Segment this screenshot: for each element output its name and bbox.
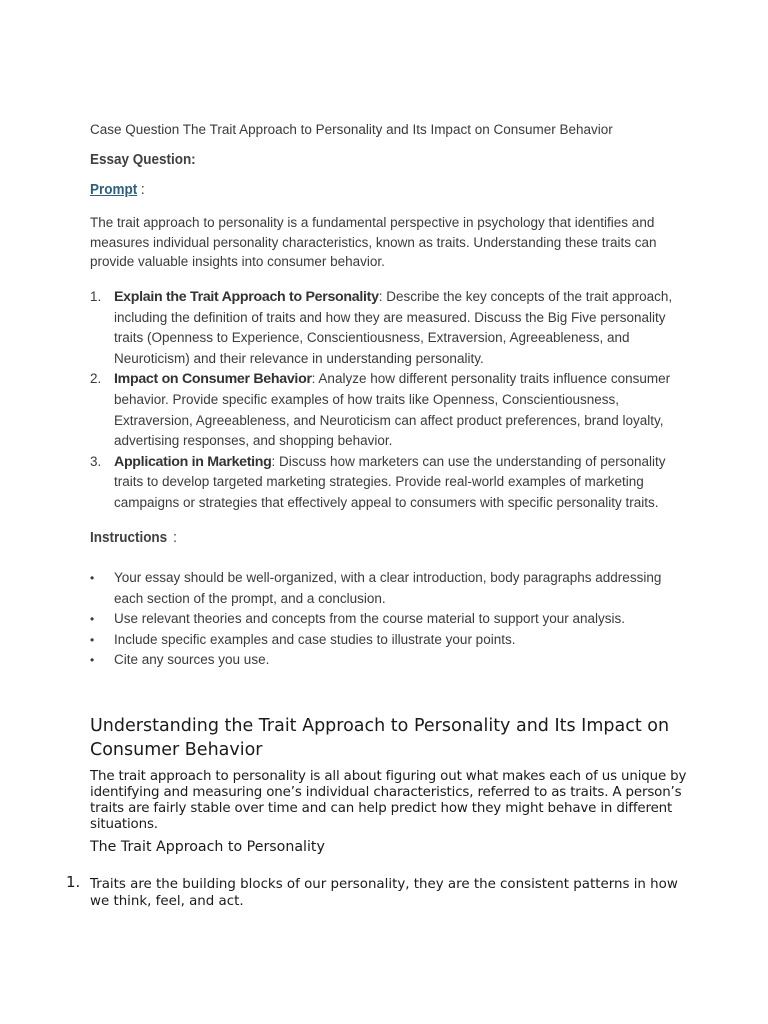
bullet-icon: • xyxy=(90,653,95,668)
prompt-item-text: : Describe the key concepts of the trait approach, including the definition of traits and how they are measured. Discuss the Big Five personality traits (Openness to Experience, Conscientiousness, Extraversion, Agreeableness, and Neuroticism) and their relevance in understanding personality. xyxy=(114,289,673,366)
list-number: 1. xyxy=(66,873,81,891)
instructions-colon: : xyxy=(172,530,178,546)
list-number: 3. xyxy=(90,453,102,469)
instruction-text: Your essay should be well-organized, with a clear introduction, body paragraphs addressing each section of the prompt, and a conclusion. xyxy=(114,570,662,606)
bullet-icon: • xyxy=(90,571,95,585)
list-item xyxy=(90,630,684,651)
list-number: 2. xyxy=(90,371,102,387)
instruction-text: Cite any sources you use. xyxy=(114,652,270,668)
instruction-text: Include specific examples and case studies to illustrate your points. xyxy=(114,631,516,647)
intro-paragraph: The trait approach to personality is a fundamental perspective in psychology that identifies and measures individual personality characteristics, known as traits. Understanding these traits can provide valuable insights into consumer behavior. xyxy=(90,215,657,270)
answer-heading: Understanding the Trait Approach to Personality and Its Impact on Consumer Behavior xyxy=(90,716,670,760)
prompt-list-item xyxy=(90,452,684,514)
answer-paragraph: The trait approach to personality is all about figuring out what makes each of us unique by identifying and measuring one’s individual characteristics, referred to as traits. A person’s traits are fairly stable over time and can help predict how they might behave in different situations. xyxy=(90,769,687,832)
instructions-label: Instructions xyxy=(90,530,168,546)
prompt-link[interactable]: Prompt xyxy=(90,182,138,198)
list-item xyxy=(90,650,684,671)
answer-subheading: The Trait Approach to Personality xyxy=(90,839,325,855)
list-item xyxy=(90,568,684,609)
answer-list-item xyxy=(66,873,690,910)
answer-list xyxy=(66,873,690,910)
prompt-list xyxy=(90,287,684,514)
list-number: 1. xyxy=(90,289,102,304)
instruction-text: Use relevant theories and concepts from the course material to support your analysis. xyxy=(114,611,626,627)
prompt-item-title: Explain the Trait Approach to Personality xyxy=(114,289,379,305)
essay-question-heading: Essay Question: xyxy=(90,152,196,168)
answer-item-text: Traits are the building blocks of our personality, they are the consistent patterns in how we think, feel, and act. xyxy=(90,877,678,909)
prompt-list-item xyxy=(90,369,684,451)
list-item xyxy=(90,609,684,630)
bullet-icon: • xyxy=(90,632,95,647)
bullet-icon: • xyxy=(90,612,95,627)
instructions-heading xyxy=(90,530,177,546)
prompt-colon: : xyxy=(140,182,145,198)
prompt-item-title: Impact on Consumer Behavior xyxy=(114,371,312,388)
instructions-list xyxy=(90,568,684,671)
prompt-item-text: : Discuss how marketers can use the understanding of personality traits to develop targeted marketing strategies. Provide real-world examples of marketing campaigns or strategies that effectively appeal to consumers with specific personality traits. xyxy=(114,453,666,510)
prompt-item-title: Application in Marketing xyxy=(114,453,272,470)
prompt-heading xyxy=(90,182,145,198)
case-question-title: Case Question The Trait Approach to Personality and Its Impact on Consumer Behavior xyxy=(90,122,613,137)
prompt-list-item xyxy=(90,287,684,369)
prompt-item-text: : Analyze how different personality traits influence consumer behavior. Provide specific examples of how traits like Openness, Conscientiousness, Extraversion, Agreeableness, and Neuroticism can affect product preferences, brand loyalty, advertising responses, and shopping behavior. xyxy=(114,371,671,449)
